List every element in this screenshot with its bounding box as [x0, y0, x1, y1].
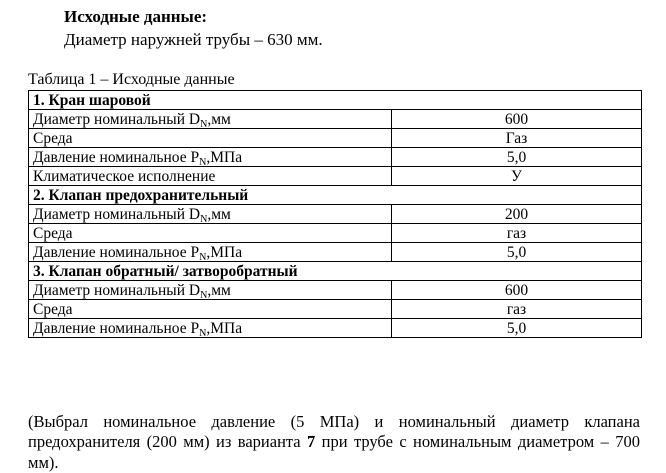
- parameter-label: [29, 148, 392, 167]
- parameter-subscript: N: [200, 290, 207, 301]
- note-paragraph: [28, 412, 640, 473]
- parameter-name: Диаметр номинальный D: [33, 206, 200, 223]
- parameter-name: Диаметр номинальный D: [33, 111, 200, 128]
- parameter-value: Газ: [392, 129, 642, 148]
- parameter-subscript: N: [199, 157, 206, 168]
- parameter-name: Климатическое исполнение: [33, 168, 215, 185]
- parameter-label: [29, 110, 392, 129]
- section-title: 3. Клапан обратный/ затворобратный: [29, 262, 642, 281]
- parameter-label: [29, 281, 392, 300]
- parameter-value: 5,0: [392, 148, 642, 167]
- section-heading: Исходные данные:: [64, 7, 207, 27]
- parameter-value: 5,0: [392, 243, 642, 262]
- pipe-diameter-text: Диаметр наружней трубы – 630 мм.: [64, 30, 323, 50]
- parameter-name: Диаметр номинальный D: [33, 282, 200, 299]
- note-variant-number: 7: [307, 432, 315, 451]
- table-row: [29, 300, 642, 319]
- parameter-label: [29, 300, 392, 319]
- table-row: [29, 281, 642, 300]
- note-text-after: при трубе с номинальным диаметром – 700 мм).: [28, 432, 640, 472]
- parameter-value: 5,0: [392, 319, 642, 338]
- parameter-name: Среда: [33, 301, 73, 318]
- table-row: [29, 129, 642, 148]
- note-text-before: (Выбрал номинальное давление (5 МПа) и номинальный диаметр клапана предохранителя (200 мм) из варианта: [28, 412, 640, 452]
- parameter-label: [29, 224, 392, 243]
- section-header-row: [29, 91, 642, 110]
- parameter-unit: ,МПа: [206, 244, 242, 261]
- section-header-row: [29, 186, 642, 205]
- parameter-value: 600: [392, 110, 642, 129]
- parameter-value: У: [392, 167, 642, 186]
- parameter-value: 600: [392, 281, 642, 300]
- table-row: [29, 148, 642, 167]
- parameter-subscript: N: [199, 252, 206, 263]
- parameter-name: Среда: [33, 130, 73, 147]
- parameter-unit: ,мм: [207, 282, 231, 299]
- parameter-name: Среда: [33, 225, 73, 242]
- parameter-unit: ,мм: [207, 206, 231, 223]
- parameter-label: [29, 243, 392, 262]
- parameter-label: [29, 167, 392, 186]
- parameter-label: [29, 205, 392, 224]
- parameter-unit: ,МПа: [206, 320, 242, 337]
- table-body: [29, 91, 642, 338]
- section-title: 2. Клапан предохранительный: [29, 186, 642, 205]
- parameter-unit: ,мм: [207, 111, 231, 128]
- table-row: [29, 167, 642, 186]
- parameter-subscript: N: [199, 328, 206, 339]
- parameter-value: газ: [392, 224, 642, 243]
- section-header-row: [29, 262, 642, 281]
- parameter-name: Давление номинальное P: [33, 320, 199, 337]
- table-caption: Таблица 1 – Исходные данные: [28, 71, 235, 89]
- parameter-unit: ,МПа: [206, 149, 242, 166]
- parameter-name: Давление номинальное P: [33, 244, 199, 261]
- table-row: [29, 224, 642, 243]
- parameter-label: [29, 319, 392, 338]
- table-row: [29, 205, 642, 224]
- parameter-value: газ: [392, 300, 642, 319]
- parameter-subscript: N: [200, 119, 207, 130]
- parameter-subscript: N: [200, 214, 207, 225]
- table-row: [29, 319, 642, 338]
- table-row: [29, 110, 642, 129]
- parameter-label: [29, 129, 392, 148]
- table-row: [29, 243, 642, 262]
- parameter-value: 200: [392, 205, 642, 224]
- parameter-name: Давление номинальное P: [33, 149, 199, 166]
- section-title: 1. Кран шаровой: [29, 91, 642, 110]
- source-data-table: [28, 90, 642, 338]
